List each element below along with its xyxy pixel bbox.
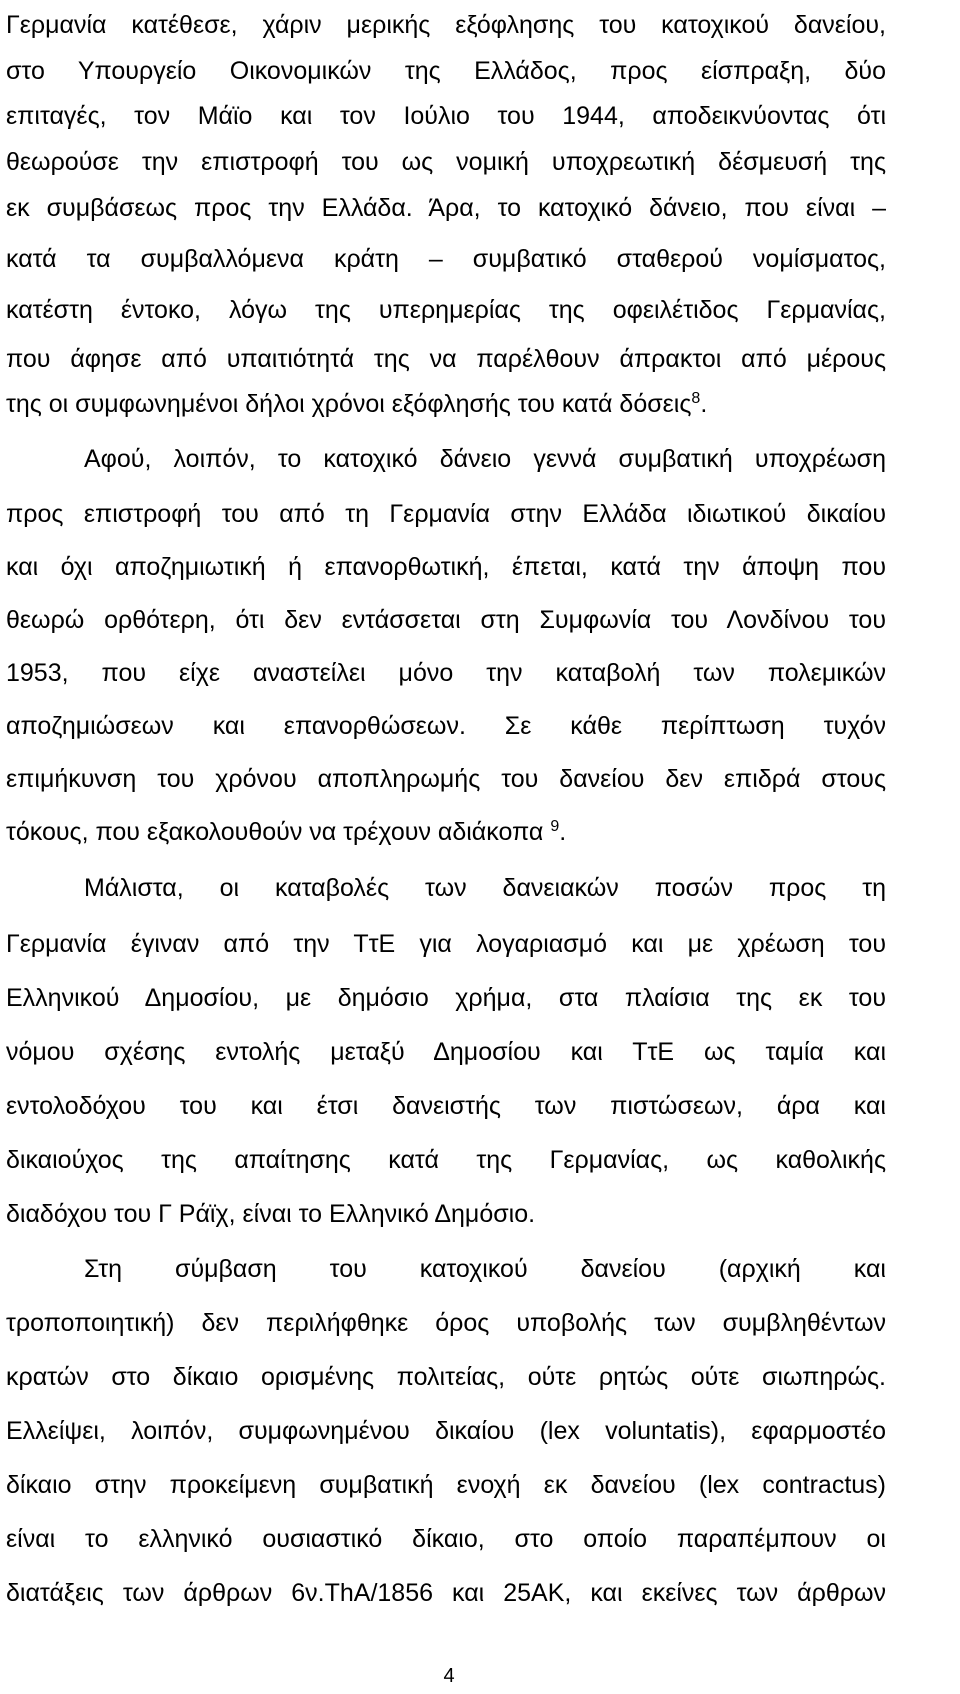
text-line [6,653,886,693]
page-number: 4 [443,1665,455,1687]
line-text: Γερμανία κατέθεσε, χάριν μερικής εξόφλησης του κατοχικού δανείου, [6,11,886,39]
text-line [6,924,886,964]
line-text: είναι το ελληνικό ουσιαστικό δίκαιο, στο οποίο παραπέμπουν οι [6,1525,886,1553]
text-line [6,978,886,1018]
line-text: και όχι αποζημιωτική ή επανορθωτική, έπεται, κατά την άποψη που [6,553,886,581]
line-text: αποζημιώσεων και επανορθώσεων. Σε κάθε περίπτωση τυχόν [6,712,886,740]
sentence-end: . [700,390,708,418]
text-line [6,759,886,799]
text-line [6,706,886,746]
text-line [6,1194,886,1234]
text-line [6,1357,886,1397]
text-line [6,96,886,136]
line-text: νόμου σχέσης εντολής μεταξύ Δημοσίου και ΤτΕ ως ταμία και [6,1038,886,1066]
text-line [6,1465,886,1505]
text-line [6,1573,886,1613]
line-text: Στη σύμβαση του κατοχικού δανείου (αρχική και [84,1255,886,1283]
footnote-mark: 8 [691,390,701,407]
text-line [6,5,886,45]
text-line [6,51,886,91]
text-line [6,142,886,182]
line-text: τροποποιητική) δεν περιλήφθηκε όρος υποβολής των συμβληθέντων [6,1309,886,1337]
text-line [6,600,886,640]
text-line [6,239,886,279]
text-line [6,494,886,534]
line-text: κατέστη έντοκο, λόγω της υπερημερίας της οφειλέτιδος Γερμανίας, [6,296,886,324]
text-line [84,868,886,908]
line-text: θεωρώ ορθότερη, ότι δεν εντάσσεται στη Συμφωνία του Λονδίνου του [6,606,886,634]
footnote-mark: 9 [550,818,560,835]
line-text: κρατών στο δίκαιο ορισμένης πολιτείας, ούτε ρητώς ούτε σιωπηρώς. [6,1363,886,1391]
text-line [6,384,886,424]
text-line [6,1086,886,1126]
text-line [6,188,886,228]
line-text: προς επιστροφή του από τη Γερμανία στην Ελλάδα ιδιωτικού δικαίου [6,500,886,528]
line-text: διαδόχου του Γ Ράϊχ, είναι το Ελληνικό Δημόσιο. [6,1200,536,1228]
line-text: που άφησε από υπαιτιότητά της να παρέλθουν άπρακτοι από μέρους [6,345,886,373]
text-line [6,1519,886,1559]
line-text: εντολοδόχου του και έτσι δανειστής των πιστώσεων, άρα και [6,1092,886,1120]
text-line [6,812,886,852]
text-line [6,1303,886,1343]
line-text: επιμήκυνση του χρόνου αποπληρωμής του δανείου δεν επιδρά στους [6,765,886,793]
text-line [6,290,886,330]
line-text: εκ συμβάσεως προς την Ελλάδα. Άρα, το κατοχικό δάνειο, που είναι – [6,194,886,222]
line-text: Αφού, λοιπόν, το κατοχικό δάνειο γεννά συμβατική υποχρέωση [84,445,886,473]
line-text: της οι συμφωνημένοι δήλοι χρόνοι εξόφλησής του κατά δόσεις [6,390,692,418]
line-text: διατάξεις των άρθρων 6ν.ΤhΑ/1856 και 25ΑΚ, και εκείνες των άρθρων [6,1579,886,1607]
sentence-end: . [559,818,567,846]
line-text: θεωρούσε την επιστροφή του ως νομική υποχρεωτική δέσμευσή της [6,148,886,176]
line-text: δίκαιο στην προκείμενη συμβατική ενοχή εκ δανείου (lex contractus) [6,1471,886,1499]
line-text: τόκους, που εξακολουθούν να τρέχουν αδιάκοπα [6,818,544,846]
text-line [6,1032,886,1072]
text-line [6,547,886,587]
text-line [6,1411,886,1451]
line-text: στο Υπουργείο Οικονομικών της Ελλάδος, προς είσπραξη, δύο [6,57,886,85]
line-text: επιταγές, τον Μάϊο και τον Ιούλιο του 1944, αποδεικνύοντας ότι [6,102,886,130]
text-line [84,439,886,479]
line-text: Ελλείψει, λοιπόν, συμφωνημένου δικαίου (lex voluntatis), εφαρμοστέο [6,1417,886,1445]
text-line [84,1249,886,1289]
text-line [6,339,886,379]
line-text: κατά τα συμβαλλόμενα κράτη – συμβατικό σταθερού νομίσματος, [6,245,886,273]
line-text: Ελληνικού Δημοσίου, με δημόσιο χρήμα, στα πλαίσια της εκ του [6,984,886,1012]
line-text: Μάλιστα, οι καταβολές των δανειακών ποσών προς τη [84,874,886,902]
line-text: Γερμανία έγιναν από την ΤτΕ για λογαριασμό και με χρέωση του [6,930,886,958]
line-text: 1953, που είχε αναστείλει μόνο την καταβολή των πολεμικών [6,659,886,687]
line-text: δικαιούχος της απαίτησης κατά της Γερμανίας, ως καθολικής [6,1146,886,1174]
text-line [6,1140,886,1180]
